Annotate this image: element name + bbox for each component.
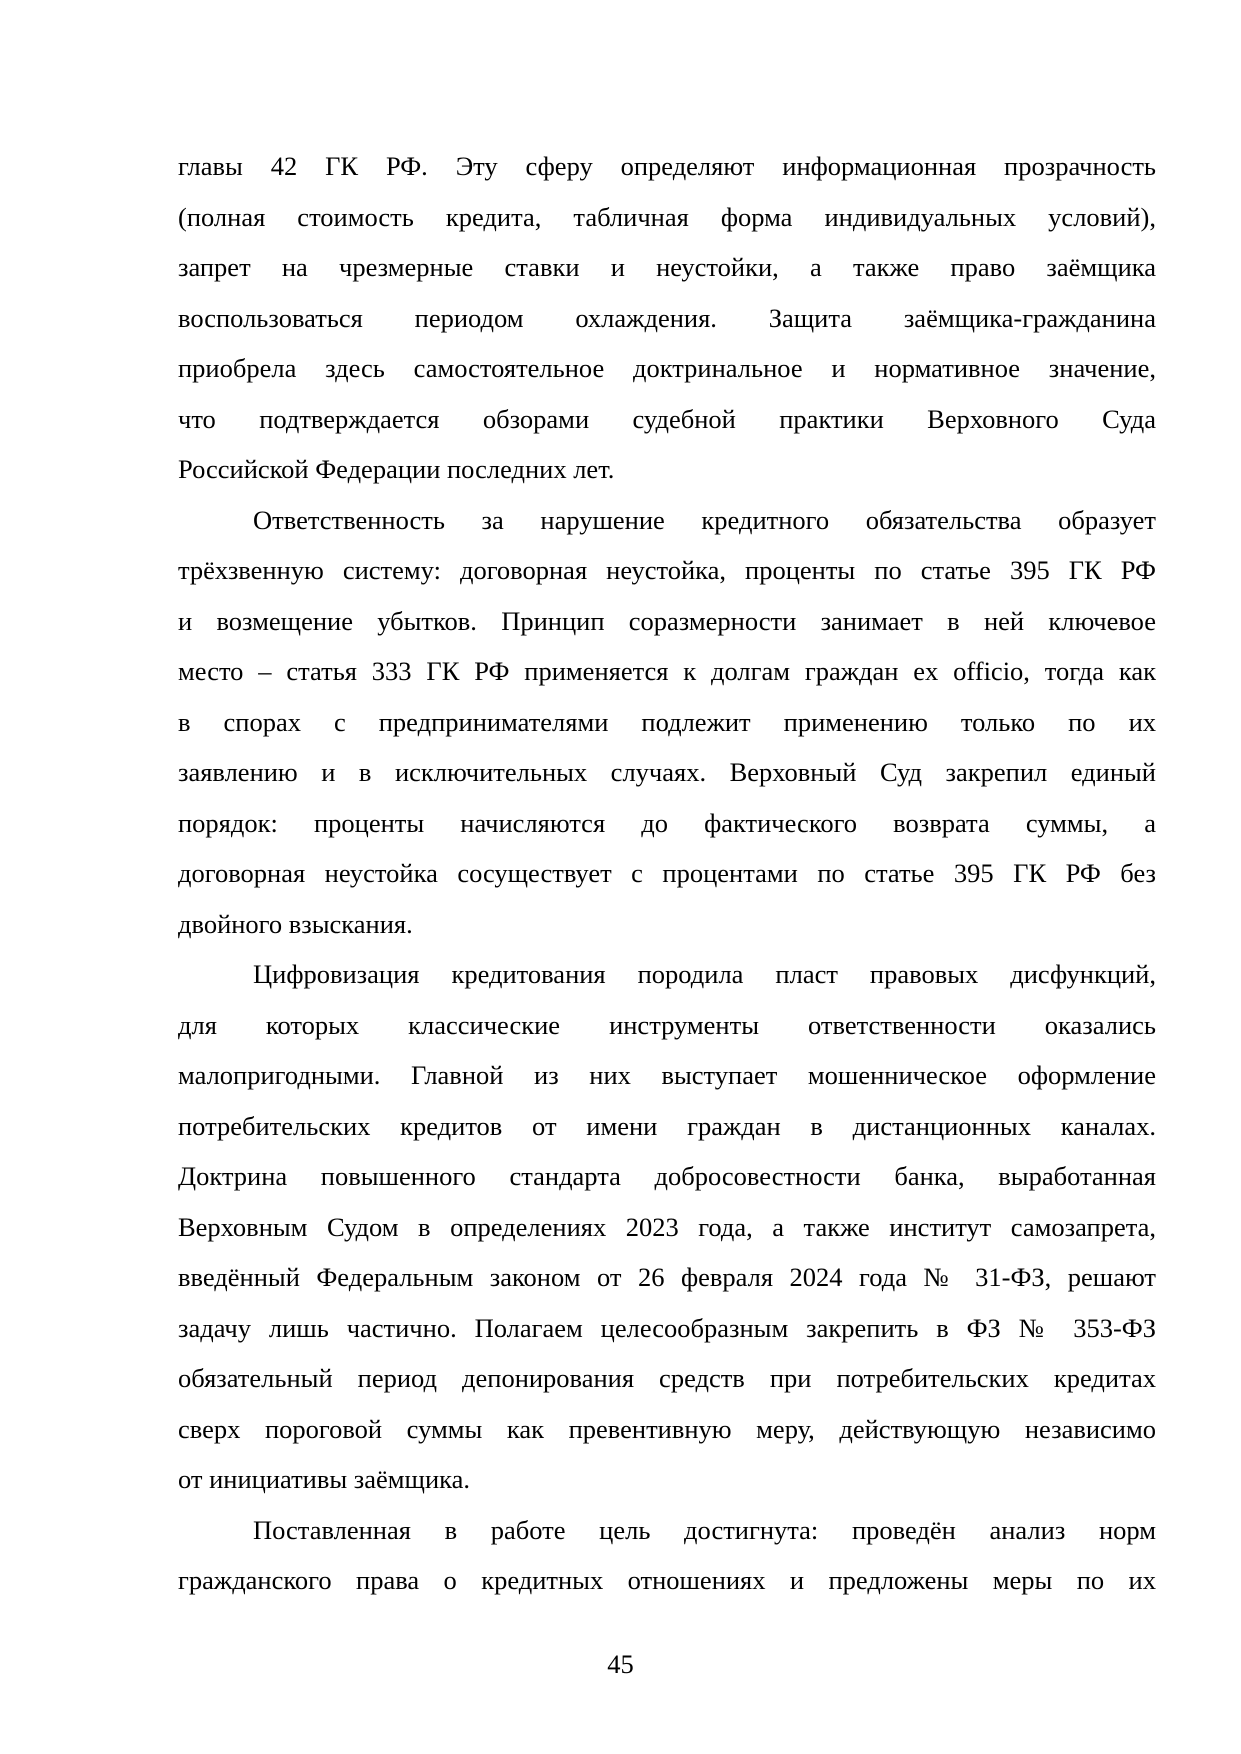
text-line: задачу лишь частично. Полагаем целесообразным закрепить в ФЗ № 353-ФЗ <box>178 1312 1156 1343</box>
paragraph <box>178 141 1156 495</box>
text-line: (полная стоимость кредита, табличная форма индивидуальных условий), <box>178 201 1156 232</box>
text-line: что подтверждается обзорами судебной практики Верховного Суда <box>178 403 1156 434</box>
text-line: и возмещение убытков. Принцип соразмерности занимает в ней ключевое <box>178 605 1156 636</box>
text-line: гражданского права о кредитных отношениях и предложены меры по их <box>178 1565 1156 1595</box>
text-line: Ответственность за нарушение кредитного обязательства образует <box>253 504 1156 535</box>
text-line: потребительских кредитов от имени граждан в дистанционных каналах. <box>178 1110 1156 1141</box>
text-line: главы 42 ГК РФ. Эту сферу определяют информационная прозрачность <box>178 151 1156 181</box>
paragraph <box>178 1505 1156 1606</box>
text-line: место – статья 333 ГК РФ применяется к долгам граждан ex officio, тогда как <box>178 656 1156 686</box>
paragraph <box>178 495 1156 950</box>
text-line: порядок: проценты начисляются до фактического возврата суммы, а <box>178 807 1156 838</box>
text-line: Верховным Судом в определениях 2023 года, а также институт самозапрета, <box>178 1211 1156 1242</box>
page-number: 45 <box>607 1649 634 1679</box>
text-line: приобрела здесь самостоятельное доктринальное и нормативное значение, <box>178 353 1156 383</box>
text-line: трёхзвенную систему: договорная неустойка, проценты по статье 395 ГК РФ <box>178 555 1156 585</box>
text-line: воспользоваться периодом охлаждения. Защита заёмщика-гражданина <box>178 302 1156 333</box>
text-line: заявлению и в исключительных случаях. Верховный Суд закрепил единый <box>178 757 1156 787</box>
text-line: договорная неустойка сосуществует с процентами по статье 395 ГК РФ без <box>178 858 1156 888</box>
text-line: малопригодными. Главной из них выступает мошенническое оформление <box>178 1060 1156 1090</box>
text-line: запрет на чрезмерные ставки и неустойки, а также право заёмщика <box>178 252 1156 282</box>
paragraph <box>178 949 1156 1505</box>
text-line: в спорах с предпринимателями подлежит применению только по их <box>178 706 1156 737</box>
text-line: от инициативы заёмщика. <box>178 1464 471 1494</box>
text-line: введённый Федеральным законом от 26 февраля 2024 года № 31-ФЗ, решают <box>178 1262 1156 1292</box>
text-line: Российской Федерации последних лет. <box>178 454 615 484</box>
text-line: обязательный период депонирования средств при потребительских кредитах <box>178 1363 1156 1393</box>
text-line: двойного взыскания. <box>178 908 413 939</box>
text-line: сверх пороговой суммы как превентивную меру, действующую независимо <box>178 1413 1156 1444</box>
body-text <box>178 141 1156 1606</box>
text-line: Поставленная в работе цель достигнута: проведён анализ норм <box>253 1514 1156 1545</box>
text-line: Доктрина повышенного стандарта добросовестности банка, выработанная <box>178 1161 1156 1191</box>
text-line: для которых классические инструменты ответственности оказались <box>178 1009 1156 1040</box>
text-line: Цифровизация кредитования породила пласт правовых дисфункций, <box>253 959 1156 989</box>
